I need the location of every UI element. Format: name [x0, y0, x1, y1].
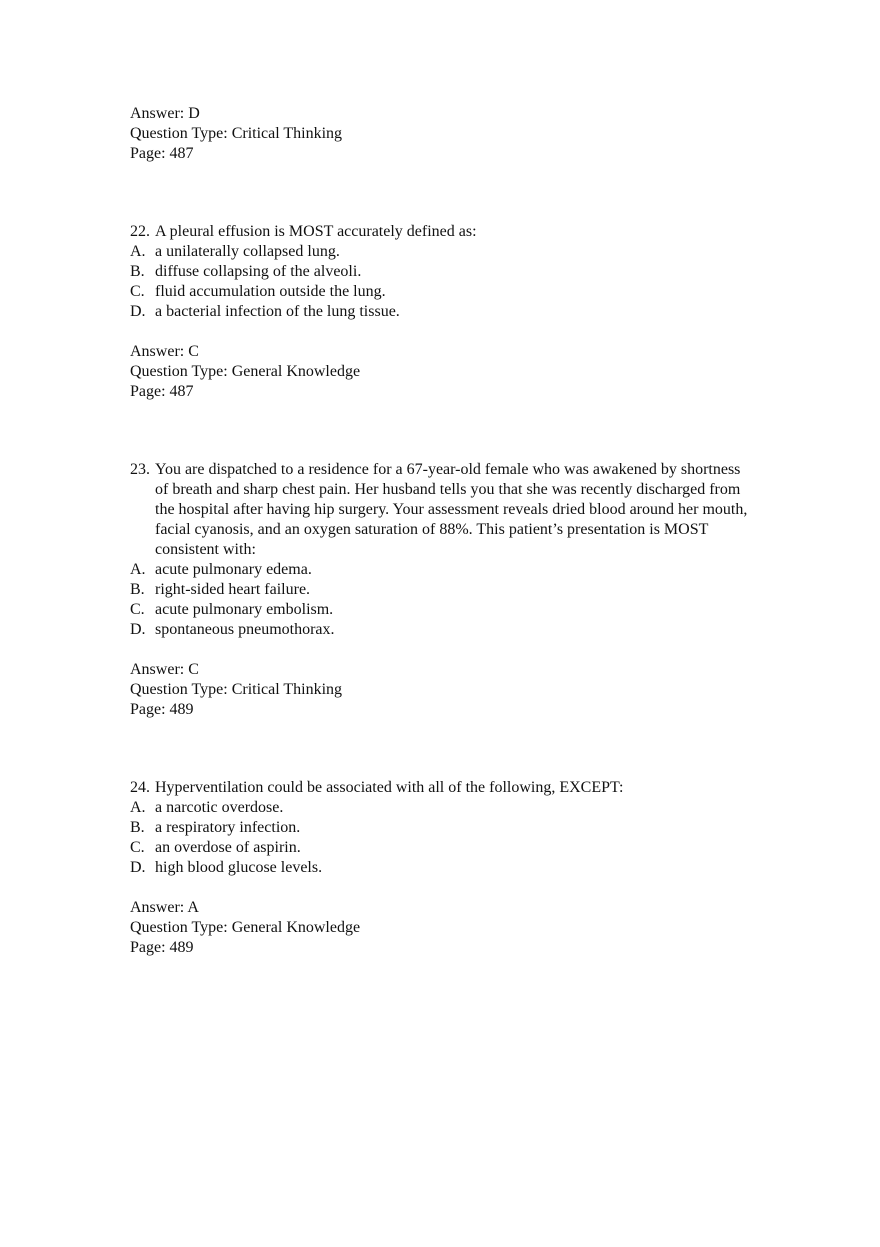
option-c — [130, 282, 750, 302]
option-text: acute pulmonary edema. — [155, 561, 312, 578]
question-number: 23. — [130, 461, 150, 478]
option-b — [130, 262, 750, 282]
question-type-line: Question Type: Critical Thinking — [130, 125, 343, 142]
option-d — [130, 302, 750, 322]
answer-line: Answer: A — [130, 899, 199, 916]
question-text: You are dispatched to a residence for a 67-year-old female who was awakened by shortness of breath and sharp chest pain. Her husband tells you that she was recently discharged from the hospital after having hip surgery. Your assessment reveals dried blood around her mouth, facial cyanosis, and an oxygen saturation of 88%. This patient’s presentation is MOST consistent with: — [155, 461, 748, 558]
option-text: a respiratory infection. — [155, 819, 301, 836]
option-text: fluid accumulation outside the lung. — [155, 283, 386, 300]
option-letter: B. — [130, 819, 145, 836]
option-b — [130, 580, 750, 600]
question-type-line: Question Type: General Knowledge — [130, 363, 361, 380]
option-text: right-sided heart failure. — [155, 581, 311, 598]
question-type-line: Question Type: Critical Thinking — [130, 681, 343, 698]
option-b — [130, 818, 750, 838]
question-23 — [130, 460, 750, 720]
option-text: acute pulmonary embolism. — [155, 601, 334, 618]
option-d — [130, 858, 750, 878]
question-stem — [130, 222, 750, 242]
question-stem — [130, 778, 750, 798]
option-text: a bacterial infection of the lung tissue. — [155, 303, 400, 320]
option-letter: C. — [130, 839, 145, 856]
option-letter: B. — [130, 263, 145, 280]
question-type-line: Question Type: General Knowledge — [130, 919, 361, 936]
option-letter: D. — [130, 303, 146, 320]
document-page — [130, 104, 750, 958]
option-letter: C. — [130, 283, 145, 300]
question-number: 22. — [130, 223, 150, 240]
question-text: Hyperventilation could be associated with all of the following, EXCEPT: — [155, 779, 624, 796]
option-c — [130, 838, 750, 858]
option-letter: A. — [130, 561, 146, 578]
option-a — [130, 242, 750, 262]
answer-line: Answer: C — [130, 343, 199, 360]
option-text: a narcotic overdose. — [155, 799, 284, 816]
option-text: high blood glucose levels. — [155, 859, 323, 876]
question-text: A pleural effusion is MOST accurately defined as: — [155, 223, 477, 240]
option-letter: D. — [130, 621, 146, 638]
option-d — [130, 620, 750, 640]
page-ref-line: Page: 487 — [130, 145, 194, 162]
answer-line: Answer: C — [130, 661, 199, 678]
option-letter: A. — [130, 243, 146, 260]
page-ref-line: Page: 487 — [130, 383, 194, 400]
option-text: spontaneous pneumothorax. — [155, 621, 335, 638]
option-letter: A. — [130, 799, 146, 816]
question-24 — [130, 778, 750, 958]
option-c — [130, 600, 750, 620]
question-number: 24. — [130, 779, 150, 796]
option-text: diffuse collapsing of the alveoli. — [155, 263, 362, 280]
question-22 — [130, 222, 750, 402]
option-letter: D. — [130, 859, 146, 876]
option-a — [130, 798, 750, 818]
question-stem — [130, 460, 750, 560]
answer-line: Answer: D — [130, 105, 200, 122]
previous-answer-block — [130, 104, 750, 164]
option-a — [130, 560, 750, 580]
option-letter: B. — [130, 581, 145, 598]
option-letter: C. — [130, 601, 145, 618]
option-text: a unilaterally collapsed lung. — [155, 243, 340, 260]
option-text: an overdose of aspirin. — [155, 839, 301, 856]
page-ref-line: Page: 489 — [130, 701, 194, 718]
page-ref-line: Page: 489 — [130, 939, 194, 956]
